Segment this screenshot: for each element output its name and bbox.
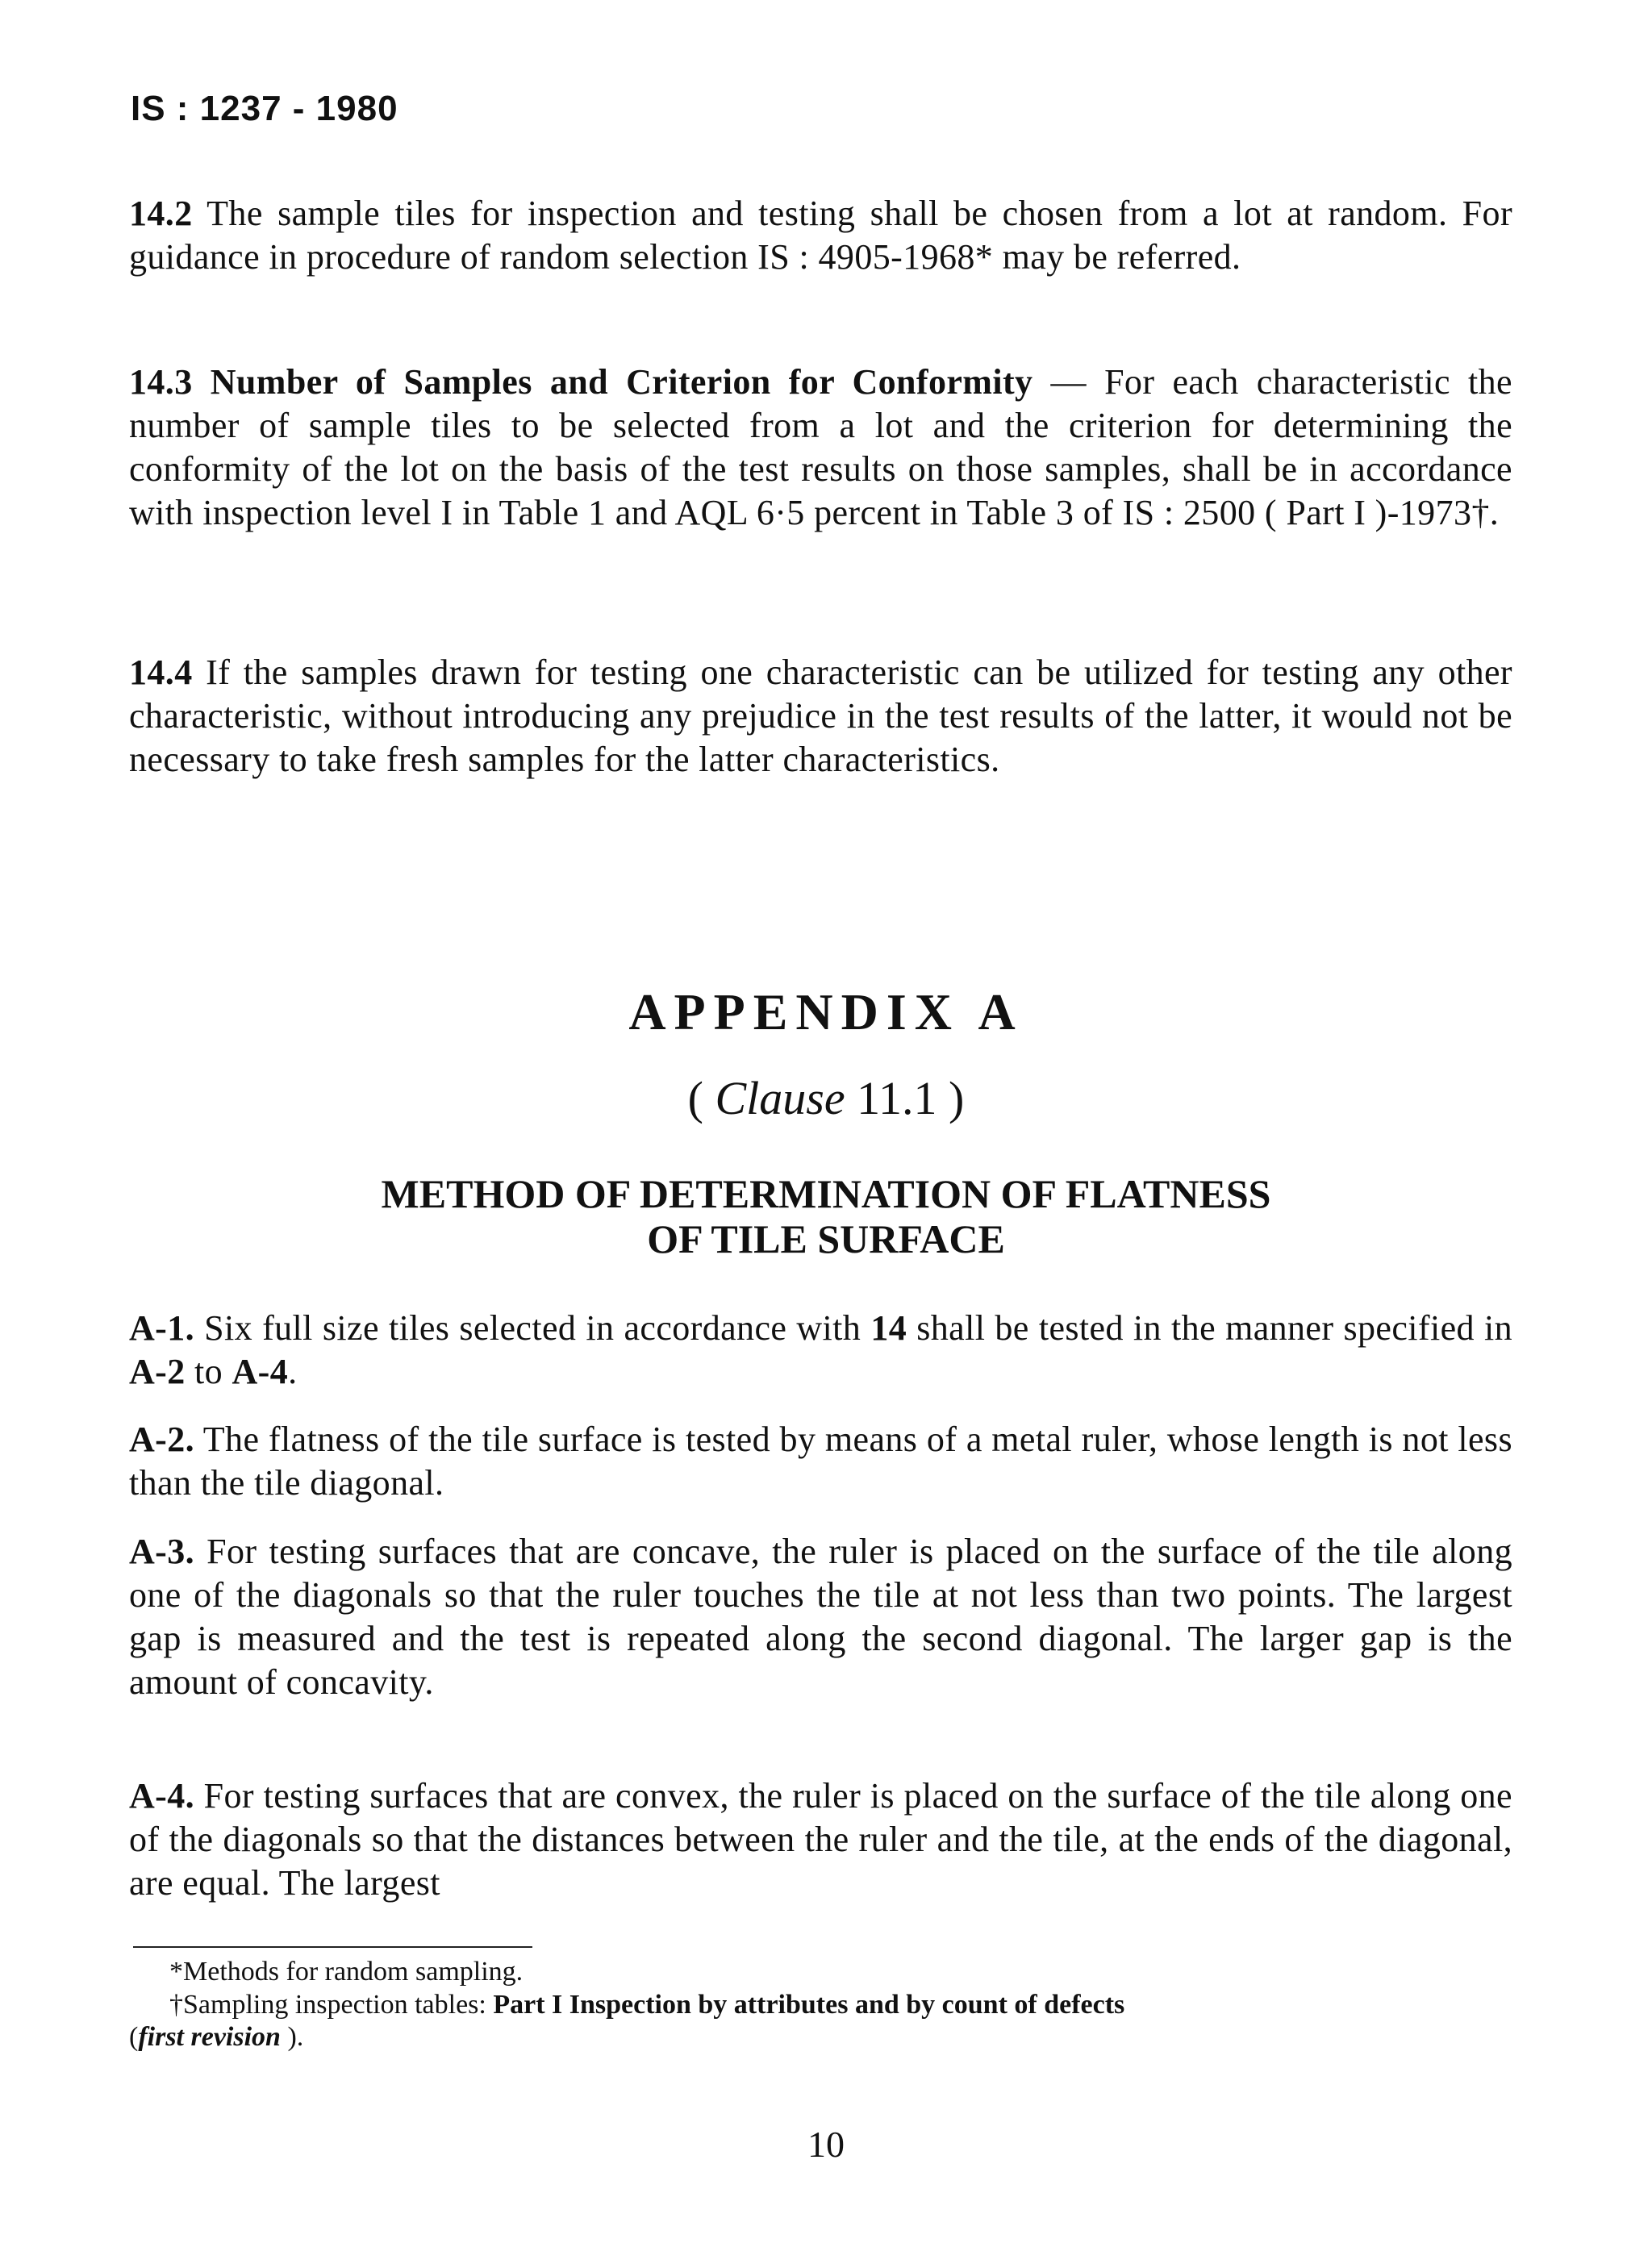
clause-ref-a4: A-4 (232, 1352, 289, 1391)
appendix-title: APPENDIX A (628, 983, 1024, 1040)
clause-ref-14: 14 (870, 1308, 907, 1348)
footnote-2 (129, 1989, 1516, 2053)
page-number: 10 (807, 2124, 845, 2165)
clause-number: 14.2 (129, 194, 193, 233)
footnote-text-bold: Part I Inspection by attributes and by count of defects (493, 1990, 1125, 2020)
clause-14-4 (129, 651, 1512, 782)
footnote-1 (129, 1956, 1516, 1988)
clause-a4 (129, 1774, 1512, 1905)
clause-text-middle: shall be tested in the manner specified in (916, 1308, 1513, 1348)
method-heading-line2: OF TILE SURFACE (647, 1216, 1005, 1261)
clause-a2 (129, 1418, 1512, 1505)
footnote-text-plain: †Sampling inspection tables: (169, 1990, 486, 2020)
clause-number: 14.4 (129, 653, 193, 692)
clause-text-to: to (194, 1352, 223, 1391)
clause-a1 (129, 1307, 1512, 1394)
footnote-paren-open: ( (129, 2022, 139, 2052)
clause-a3 (129, 1530, 1512, 1704)
clause-text: For testing surfaces that are concave, the ruler is placed on the surface of the tile along one of the diagonals so that the ruler touches the tile at not less than two points. The largest gap is measured and the test is repeated along the second diagonal. The larger gap is the amount of concavity. (129, 1532, 1512, 1702)
clause-number: 14.3 (129, 362, 193, 402)
clause-text: — For each characteristic the number of sample tiles to be selected from a lot and the criterion for determining the conformity of the lot on the basis of the test results on those samples, shall be in accordance with inspection level I in Table 1 and AQL 6·5 percent in Table 3 of IS : 2500 ( Part I )-1973†. (129, 362, 1512, 532)
method-heading (0, 1171, 1652, 1261)
clause-number: A-1. (129, 1308, 195, 1348)
appendix-clause-reference (0, 1071, 1652, 1125)
clause-paren-close: ) (948, 1072, 965, 1124)
clause-text: If the samples drawn for testing one characteristic can be utilized for testing any other characteristic, without introducing any prejudice in the test results of the latter, it would not be necessary to take fresh samples for the latter characteristics. (129, 653, 1512, 779)
clause-ref-a2: A-2 (129, 1352, 186, 1391)
clause-text: For testing surfaces that are convex, the ruler is placed on the surface of the tile along one of the diagonals so that the distances between the ruler and the tile, at the ends of the diagonal, are equal. The largest (129, 1776, 1512, 1903)
clause-number: A-2. (129, 1420, 195, 1459)
clause-14-3 (129, 361, 1512, 535)
clause-text-before: Six full size tiles selected in accordance with (204, 1308, 861, 1348)
clause-14-2 (129, 192, 1512, 279)
clause-word: Clause (715, 1072, 845, 1124)
method-heading-line1: METHOD OF DETERMINATION OF FLATNESS (381, 1171, 1271, 1216)
footnote-revision: first revision (138, 2022, 281, 2052)
standard-number: IS : 1237 - 1980 (131, 89, 398, 128)
clause-number: A-3. (129, 1532, 195, 1571)
footnote-divider (133, 1946, 532, 1948)
clause-text-end: . (288, 1352, 298, 1391)
clause-paren-open: ( (687, 1072, 703, 1124)
clause-number: A-4. (129, 1776, 195, 1816)
clause-ref: 11.1 (857, 1072, 937, 1124)
clause-text: The sample tiles for inspection and testing shall be chosen from a lot at random. For guidance in procedure of random selection IS : 4905-1968* may be referred. (129, 194, 1512, 277)
clause-heading: Number of Samples and Criterion for Conformity (210, 362, 1033, 402)
footnote-text: *Methods for random sampling. (169, 1957, 524, 1987)
footnote-paren-close: ). (287, 2022, 304, 2052)
clause-text: The flatness of the tile surface is tested by means of a metal ruler, whose length is not less than the tile diagonal. (129, 1420, 1512, 1503)
